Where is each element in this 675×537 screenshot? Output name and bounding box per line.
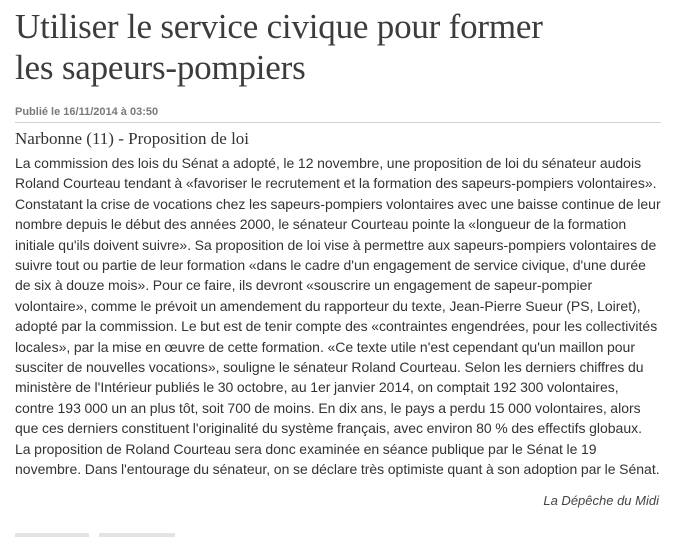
footer-tab-2[interactable] xyxy=(99,533,175,537)
article-title-line-2: les sapeurs-pompiers xyxy=(15,48,306,87)
article xyxy=(15,0,661,508)
footer-tabs xyxy=(15,533,175,537)
article-title-line-1: Utiliser le service civique pour former xyxy=(15,7,543,46)
publication-date: Publié le 16/11/2014 à 03:50 xyxy=(15,105,661,123)
article-body: La commission des lois du Sénat a adopté, le 12 novembre, une proposition de loi du sénateur audois Roland Courteau tendant à «favoriser le recrutement et la formation des sapeurs-pompiers volontaires». Constatant la crise de vocations chez les sapeurs-pompiers volontaires avec une baisse continue de leur nombre depuis le début des années 2000, le sénateur Courteau pointe la «longueur de la formation initiale qu'ils doivent suivre». Sa proposition de loi vise à permettre aux sapeurs-pompiers volontaires de suivre tout ou partie de leur formation «dans le cadre d'un engagement de service civique, d'une durée de six à douze mois». Pour ce faire, ils devront «souscrire un engagement de sapeur-pompier volontaire», comme le prévoit un amendement du rapporteur du texte, Jean-Pierre Sueur (PS, Loiret), adopté par la commission. Le but est de tenir compte des «contraintes engendrées, pour les collectivités locales», par la mise en œuvre de cette formation. «Ce texte utile n'est cependant qu'un maillon pour susciter de nouvelles vocations», souligne le sénateur Roland Courteau. Selon les derniers chiffres du ministère de l'Intérieur publiés le 30 octobre, au 1er janvier 2014, on comptait 192 300 volontaires, contre 193 000 un an plus tôt, soit 700 de moins. En dix ans, le pays a perdu 15 000 volontaires, alors que ces derniers constituent l'originalité du système français, avec environ 80 % des effectifs globaux. La proposition de Roland Courteau sera donc examinée en séance publique par le Sénat le 19 novembre. Dans l'entourage du sénateur, on se déclare très optimiste quant à son adoption par le Sénat. xyxy=(15,155,661,478)
footer-tab-1[interactable] xyxy=(15,533,89,537)
article-subtitle: Narbonne (11) - Proposition de loi xyxy=(15,129,250,148)
article-source: La Dépêche du Midi xyxy=(543,492,659,508)
article-title xyxy=(15,6,661,88)
